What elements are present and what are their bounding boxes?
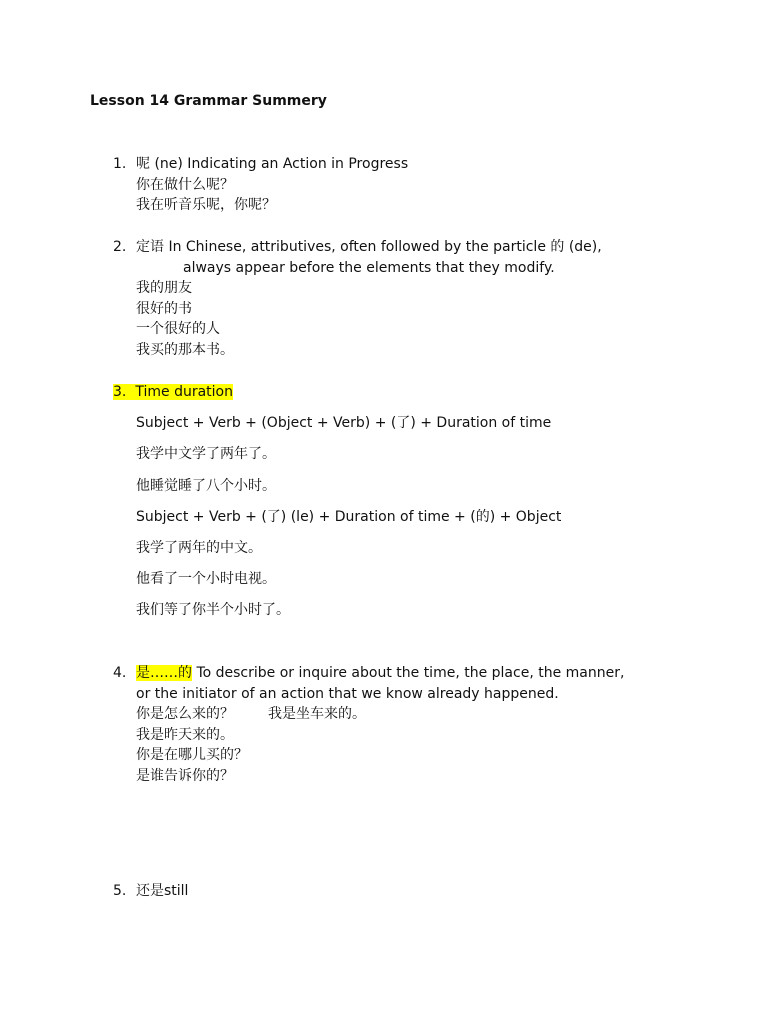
example-sentence: 他睡觉睡了八个小时。: [136, 477, 276, 494]
item-description: To describe or inquire about the time, the place, the manner,: [192, 665, 625, 681]
example-sentence: 我是昨天来的。: [136, 726, 234, 743]
example-answer: 我是坐车来的。: [268, 706, 366, 723]
item-number: 3.: [113, 384, 127, 400]
grammar-item-4: [113, 663, 713, 787]
example-sentence: 我学中文学了两年了。: [136, 446, 276, 463]
item-number: 4.: [113, 665, 127, 681]
example-row: [136, 704, 713, 725]
example-phrase: 我的朋友: [136, 280, 192, 297]
example-sentence: 他看了一个小时电视。: [136, 571, 276, 588]
example-sentence: 你是在哪儿买的？: [136, 747, 248, 764]
item-heading-line: [136, 663, 713, 684]
highlighted-pattern: 是……的: [136, 665, 192, 681]
example-sentence: 我在听音乐呢，你呢？: [136, 197, 276, 214]
example-sentence: 是谁告诉你的？: [136, 767, 234, 784]
grammar-item-5: [113, 881, 713, 902]
example-question: 你是怎么来的？: [136, 706, 234, 723]
item-body: [136, 413, 713, 621]
item-number: 2.: [113, 239, 127, 255]
grammar-item-2: [113, 237, 713, 361]
example-sentence: 我们等了你半个小时了。: [136, 602, 290, 619]
example-sentence: 你在做什么呢？: [136, 176, 234, 193]
item-body: [136, 663, 713, 787]
pattern-formula: Subject + Verb + (了) (le) + Duration of time + (的) + Object: [136, 508, 562, 525]
item-heading: Time duration: [126, 384, 233, 400]
grammar-item-1: [113, 154, 713, 216]
pattern-formula: Subject + Verb + (Object + Verb) + (了) + Duration of time: [136, 415, 552, 432]
item-heading-line: 还是still: [136, 883, 189, 899]
item-heading-line: 定语 In Chinese, attributives, often followed by the particle 的 (de),: [136, 239, 602, 255]
document-title: Lesson 14 Grammar Summery: [90, 93, 327, 109]
grammar-item-3: [113, 382, 713, 632]
example-sentence: 我学了两年的中文。: [136, 539, 262, 556]
example-phrase: 我买的那本书。: [136, 341, 234, 358]
example-phrase: 很好的书: [136, 300, 192, 317]
item-description-continuation: or the initiator of an action that we know already happened.: [136, 685, 559, 702]
item-body: [136, 237, 713, 361]
item-heading-continuation: always appear before the elements that they modify.: [183, 259, 555, 276]
item-number: 1.: [113, 156, 127, 172]
highlighted-heading: [113, 382, 233, 403]
example-phrase: 一个很好的人: [136, 321, 220, 338]
item-body: [136, 881, 713, 902]
item-heading-line: 呢 (ne) Indicating an Action in Progress: [136, 156, 409, 172]
item-number: 5.: [113, 883, 127, 899]
item-body: [136, 154, 713, 216]
